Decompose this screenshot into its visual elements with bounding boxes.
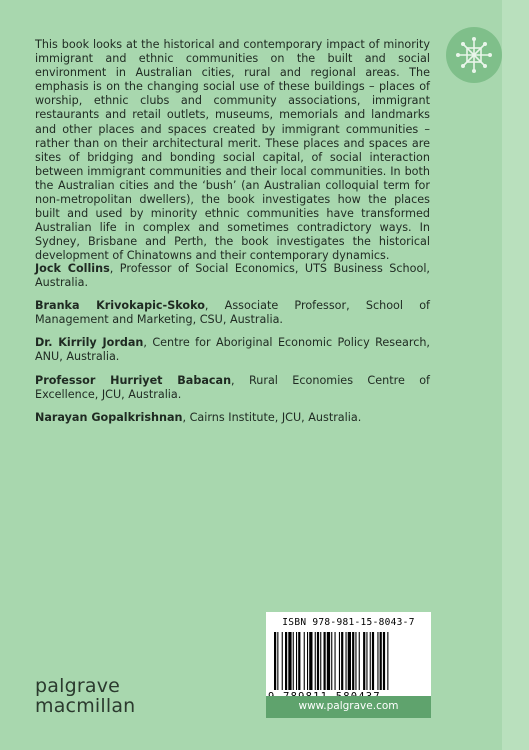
barcode-bar [359,632,360,690]
barcode-bar [346,632,347,690]
palgrave-logo-icon [446,27,502,83]
book-blurb: This book looks at the historical and contemporary impact of minority immigrant and ethnic communities on the built and social environment in Australian cities, rural and regional areas. The emphasis is on the changing social use of these buildings – places of worship, ethnic clubs and community associations, immigrant restaurants and retail outlets, museums, memorials and landmarks and other places and spaces created by immigrant communities – rather than on their architectural merit. These places and spaces are sites of bridging and bonding social capital, of social interaction between immigrant communities and their local communities. In both the Australian cities and the ‘bush’ (an Australian colloquial term for non-metropolitan dwellers), the book investigates how the places built and used by minority ethnic communities have transformed Australian life in complex and sometimes contradictory ways. In Sydney, Brisbane and Perth, the book investigates the historical development of Chinatowns and their contemporary dynamics. [35,38,430,263]
barcode-bar [277,632,278,690]
author-name: Jock Collins [35,262,110,275]
author-name: Professor Hurriyet Babacan [35,373,232,387]
barcode-bar [355,632,356,690]
barcode-bar [341,632,343,690]
author-affiliation: , Cairns Institute, JCU, Australia. [182,410,362,424]
author-affiliation: , Associate Professor, School of Management and Marketing, CSU, Australia. [35,299,430,327]
barcode-bar [307,632,308,690]
author-entry [35,336,430,364]
barcode-bar [377,632,378,690]
barcode-bar [317,632,319,690]
barcode-bar [327,632,330,690]
author-name: Narayan Gopalkrishnan [35,410,183,424]
publisher-logo [35,676,135,716]
isbn-barcode [266,612,431,708]
barcode-bar [352,632,354,690]
barcode-bar [366,632,367,690]
barcode-bar [293,632,294,690]
author-entry [35,262,430,290]
publisher-name-line2: macmillan [35,695,136,717]
barcode-bar [296,632,297,690]
barcode-bar [320,632,321,690]
barcode-bar [335,632,336,690]
publisher-url[interactable]: www.palgrave.com [298,700,399,712]
author-entry [35,374,430,402]
barcode-bar [324,632,326,690]
barcode-bar [298,632,300,690]
barcode-bar [380,632,382,690]
author-entry [35,299,430,327]
barcode-bar [274,632,276,690]
barcode-bar [339,632,340,690]
barcode-bar [304,632,305,690]
barcode-bar [387,632,388,690]
barcode-bar [285,632,287,690]
barcode-bar [331,632,332,690]
barcode-bar [315,632,316,690]
barcode-bar [288,632,291,690]
author-affiliation: , Professor of Social Economics, UTS Business School, Australia. [35,262,430,290]
barcode-bar [372,632,374,690]
barcode-bar [370,632,371,690]
barcode-bar [309,632,312,690]
author-name: Branka Krivokapic-Skoko [35,299,205,313]
barcode-bar [363,632,365,690]
barcode-bar [383,632,385,690]
barcode-bars [274,632,424,690]
barcode-bar [282,632,283,690]
author-entry [35,411,430,425]
barcode-bar [348,632,351,690]
isbn-label: ISBN 978-981-15-8043-7 [282,617,415,628]
author-name: Dr. Kirrily Jordan [35,336,144,350]
publisher-name-line1: palgrave [35,675,121,697]
author-list [35,262,430,434]
author-affiliation: , Rural Economies Centre of Excellence, JCU, Australia. [35,373,430,401]
spine-strip [502,0,529,750]
publisher-url-band [266,696,431,718]
author-affiliation: , Centre for Aboriginal Economic Policy Research, ANU, Australia. [35,336,430,364]
